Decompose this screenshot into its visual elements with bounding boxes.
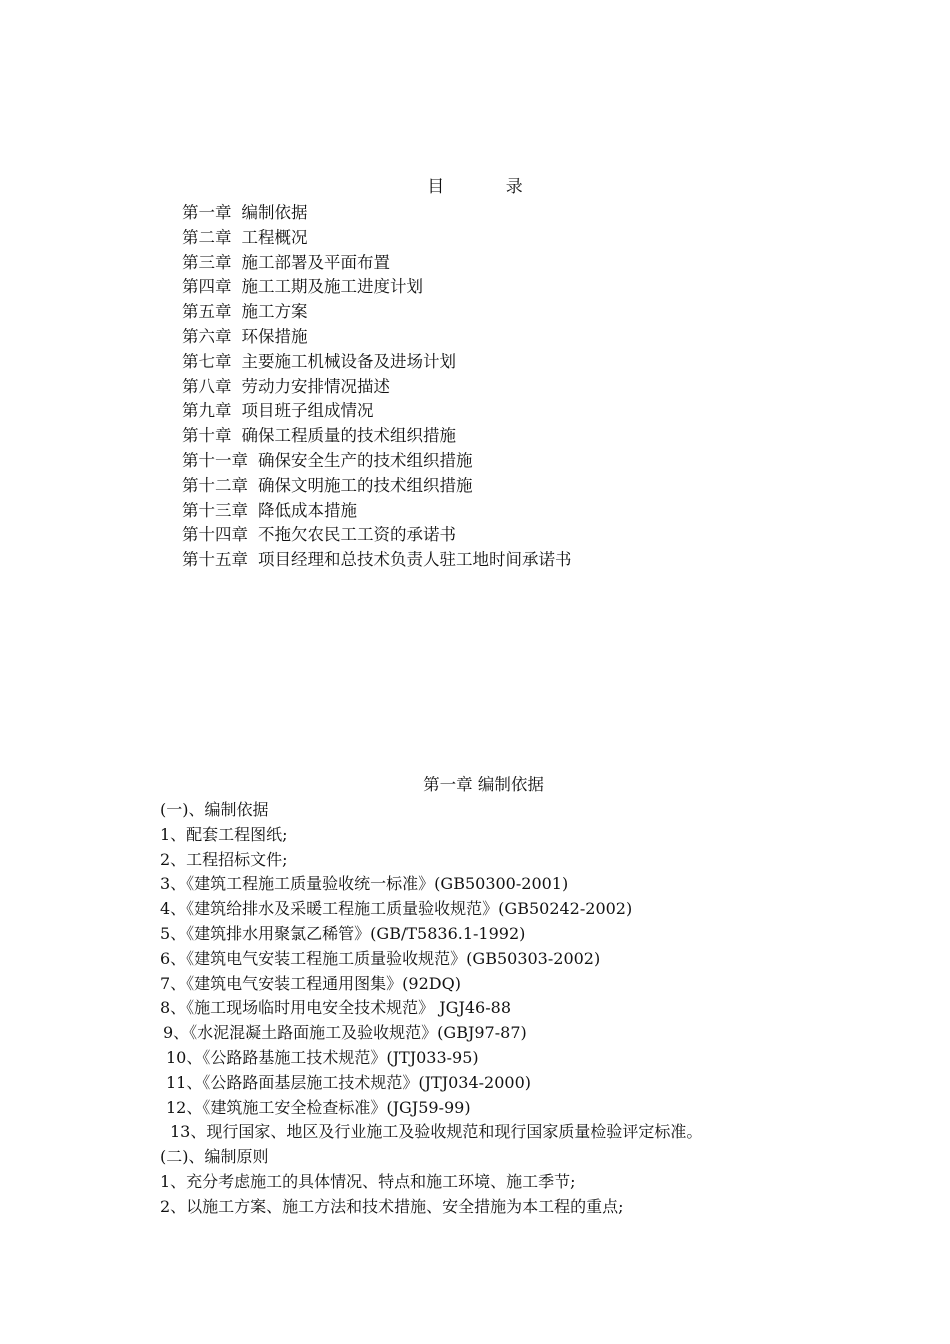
toc-item	[182, 548, 572, 573]
toc-chapter-number: 第五章	[182, 302, 232, 322]
toc-chapter-title: 工程概况	[241, 227, 308, 247]
toc-item	[182, 499, 572, 524]
list-item: 2、工程招标文件;	[160, 849, 288, 869]
toc-chapter-number: 第二章	[182, 227, 232, 247]
toc-item	[182, 325, 572, 350]
toc-chapter-number: 第六章	[182, 326, 232, 346]
list-item: 9、《水泥混凝土路面施工及验收规范》(GBJ97-87)	[163, 1023, 527, 1043]
toc-chapter-title: 主要施工机械设备及进场计划	[241, 351, 456, 371]
toc-title: 目 录	[427, 177, 551, 197]
toc-chapter-title: 确保安全生产的技术组织措施	[258, 450, 473, 470]
list-item: 11、《公路路面基层施工技术规范》(JTJ034-2000)	[166, 1072, 532, 1092]
list-item: 3、《建筑工程施工质量验收统一标准》(GB50300-2001)	[160, 874, 569, 894]
toc-item	[182, 350, 572, 375]
toc-item	[182, 523, 572, 548]
toc-item	[182, 449, 572, 474]
section-heading: (一)、编制依据	[160, 800, 269, 819]
toc-chapter-number: 第三章	[182, 252, 232, 272]
list-item: 12、《建筑施工安全检查标准》(JGJ59-99)	[166, 1097, 471, 1117]
toc-chapter-number: 第十五章	[182, 550, 248, 570]
toc-chapter-number: 第九章	[182, 401, 232, 421]
toc-chapter-title: 确保文明施工的技术组织措施	[258, 475, 473, 495]
toc-chapter-number: 第十二章	[182, 475, 248, 495]
toc-chapter-number: 第七章	[182, 351, 232, 371]
chapter-heading: 第一章 编制依据	[423, 775, 544, 794]
list-item: 6、《建筑电气安装工程施工质量验收规范》(GB50303-2002)	[160, 948, 601, 968]
list-item: 5、《建筑排水用聚氯乙稀管》(GB/T5836.1-1992)	[160, 923, 526, 943]
toc-chapter-number: 第四章	[182, 277, 232, 297]
toc-chapter-number: 第十三章	[182, 500, 248, 520]
toc-item	[182, 300, 572, 325]
list-item: 1、配套工程图纸;	[160, 824, 288, 844]
toc-item	[182, 201, 572, 226]
toc-chapter-title: 确保工程质量的技术组织措施	[241, 426, 456, 446]
toc-item	[182, 399, 572, 424]
toc-item	[182, 226, 572, 251]
chapter-body	[160, 798, 702, 1220]
toc-item	[182, 275, 572, 300]
toc-chapter-title: 项目经理和总技术负责人驻工地时间承诺书	[258, 550, 572, 570]
list-item: 1、充分考虑施工的具体情况、特点和施工环境、施工季节;	[160, 1171, 576, 1191]
toc-item	[182, 251, 572, 276]
list-item: 2、以施工方案、施工方法和技术措施、安全措施为本工程的重点;	[160, 1196, 624, 1216]
list-item: 8、《施工现场临时用电安全技术规范》 JGJ46-88	[160, 998, 512, 1018]
list-item: 10、《公路路基施工技术规范》(JTJ033-95)	[166, 1047, 479, 1067]
toc-chapter-number: 第十一章	[182, 450, 248, 470]
list-item: 4、《建筑给排水及采暖工程施工质量验收规范》(GB50242-2002)	[160, 899, 633, 919]
list-item: 7、《建筑电气安装工程通用图集》(92DQ)	[160, 973, 461, 993]
toc-chapter-number: 第十章	[182, 426, 232, 446]
toc-list	[182, 201, 572, 573]
toc-item	[182, 424, 572, 449]
toc-chapter-title: 施工方案	[241, 302, 308, 322]
toc-item	[182, 474, 572, 499]
toc-chapter-title: 降低成本措施	[258, 500, 357, 520]
toc-chapter-title: 不拖欠农民工工资的承诺书	[258, 525, 456, 545]
toc-chapter-title: 施工工期及施工进度计划	[241, 277, 423, 297]
toc-chapter-title: 劳动力安排情况描述	[241, 376, 390, 396]
list-item: 13、现行国家、地区及行业施工及验收规范和现行国家质量检验评定标准。	[170, 1122, 703, 1142]
toc-chapter-number: 第十四章	[182, 525, 248, 545]
toc-chapter-title: 编制依据	[241, 203, 308, 222]
section-heading: (二)、编制原则	[160, 1147, 269, 1167]
toc-chapter-number: 第一章	[182, 203, 232, 222]
toc-chapter-title: 施工部署及平面布置	[241, 252, 390, 272]
toc-chapter-title: 项目班子组成情况	[241, 401, 374, 421]
toc-chapter-number: 第八章	[182, 376, 232, 396]
toc-item	[182, 375, 572, 400]
toc-chapter-title: 环保措施	[241, 326, 308, 346]
